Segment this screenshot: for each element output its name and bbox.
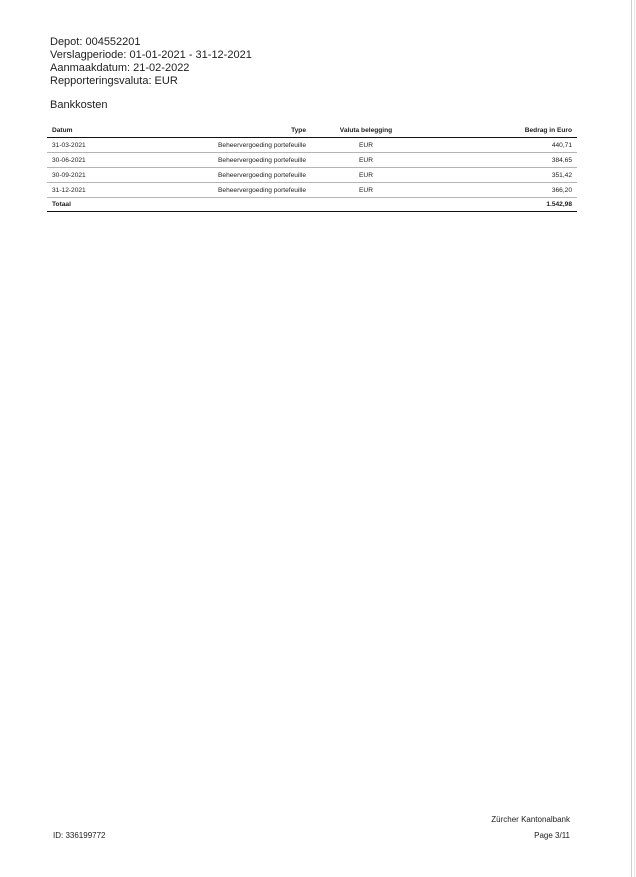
column-header-date: Datum [47, 124, 177, 138]
table-row [47, 153, 577, 168]
cell-date: 30-06-2021 [47, 153, 177, 168]
total-empty-cell [311, 198, 421, 212]
depot-number: Depot: 004552201 [50, 36, 141, 48]
reporting-currency: Repporteringsvaluta: EUR [50, 75, 178, 87]
table-header-row [47, 124, 577, 138]
cell-type: Beheervergoeding portefeuille [177, 168, 311, 183]
cell-amount: 351,42 [421, 168, 577, 183]
page-edge-line [634, 0, 635, 877]
cell-amount: 384,65 [421, 153, 577, 168]
cell-currency: EUR [311, 138, 421, 153]
cell-amount: 440,71 [421, 138, 577, 153]
report-period: Verslagperiode: 01-01-2021 - 31-12-2021 [50, 49, 252, 61]
cell-type: Beheervergoeding portefeuille [177, 183, 311, 198]
creation-date: Aanmaakdatum: 21-02-2022 [50, 62, 190, 74]
report-header [50, 36, 252, 88]
table-row [47, 183, 577, 198]
cell-currency: EUR [311, 183, 421, 198]
cell-type: Beheervergoeding portefeuille [177, 138, 311, 153]
cell-amount: 366,20 [421, 183, 577, 198]
total-value: 1.542,98 [421, 198, 577, 212]
bank-name: Zürcher Kantonalbank [491, 815, 570, 824]
total-row [47, 198, 577, 212]
section-title: Bankkosten [50, 99, 108, 111]
cell-date: 30-09-2021 [47, 168, 177, 183]
page-number: Page 3/11 [534, 831, 570, 840]
cell-type: Beheervergoeding portefeuille [177, 153, 311, 168]
table-row [47, 168, 577, 183]
column-header-currency: Valuta belegging [311, 124, 421, 138]
cell-date: 31-12-2021 [47, 183, 177, 198]
total-label: Totaal [47, 198, 177, 212]
page-edge-line [631, 0, 632, 877]
cell-date: 31-03-2021 [47, 138, 177, 153]
bank-costs-table [47, 124, 577, 212]
table-row [47, 138, 577, 153]
cell-currency: EUR [311, 168, 421, 183]
total-empty-cell [177, 198, 311, 212]
column-header-amount: Bedrag in Euro [421, 124, 577, 138]
document-id: ID: 336199772 [53, 831, 106, 840]
cell-currency: EUR [311, 153, 421, 168]
column-header-type: Type [177, 124, 311, 138]
